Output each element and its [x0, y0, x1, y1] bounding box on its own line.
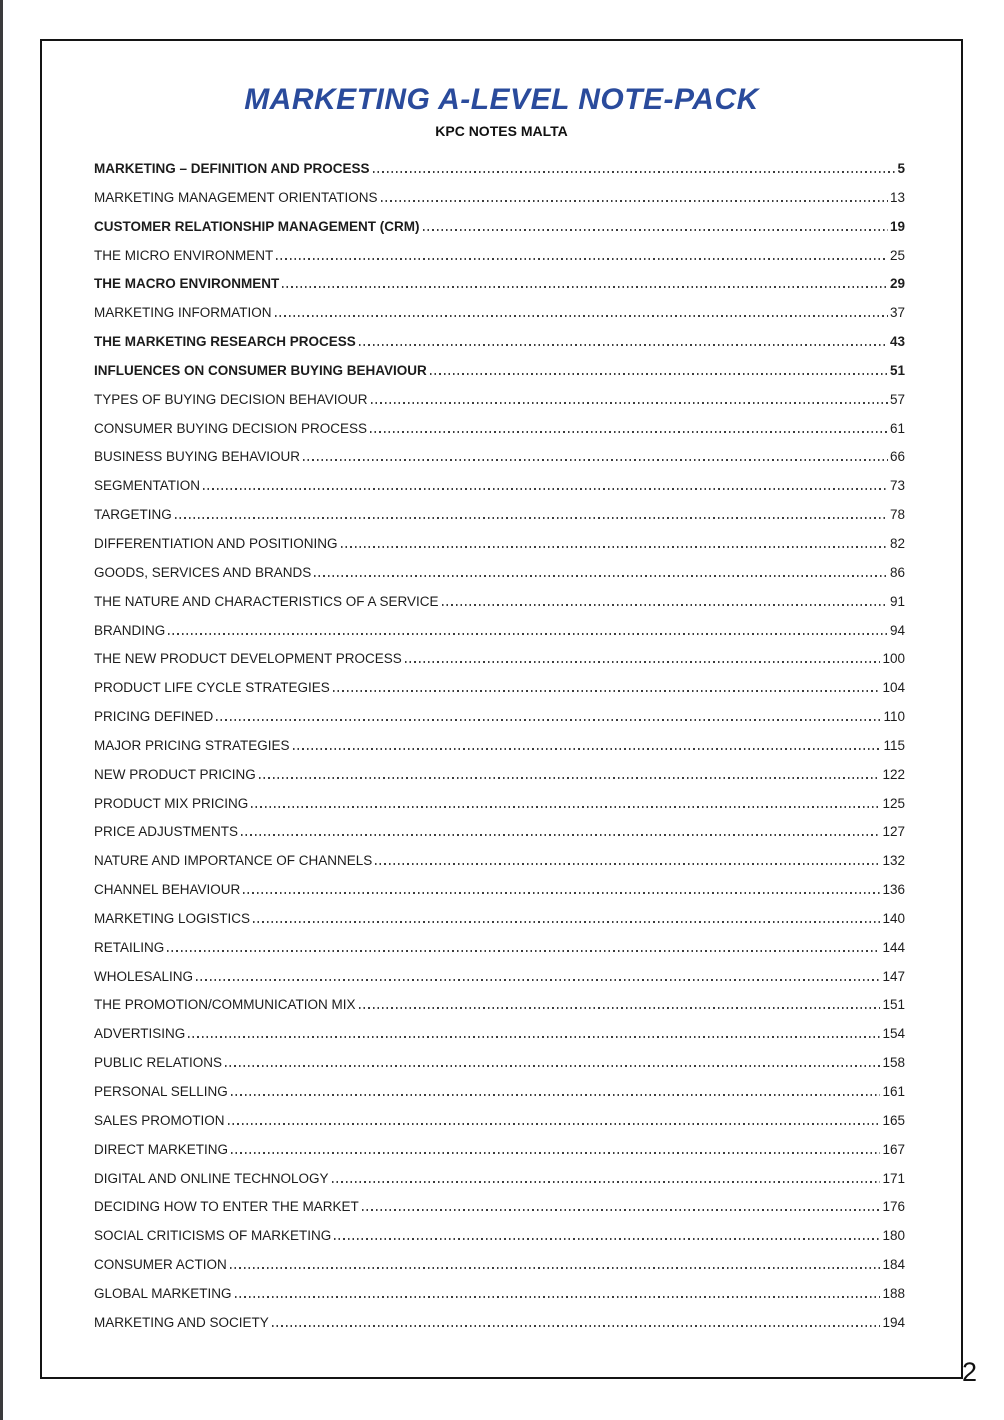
toc-entry-page: 51	[889, 362, 905, 378]
toc-leader-dots	[293, 748, 882, 750]
toc-entry-page: 127	[882, 824, 905, 840]
toc-entry-page: 43	[889, 334, 905, 350]
toc-entry	[94, 181, 905, 210]
toc-entry-label: MARKETING AND SOCIETY	[94, 1314, 269, 1330]
toc-entry-label: GOODS, SERVICES AND BRANDS	[94, 564, 312, 580]
doc-title: MARKETING A-LEVEL NOTE-PACK	[244, 83, 759, 116]
toc-entry-label: INFLUENCES ON CONSUMER BUYING BEHAVIOUR	[94, 362, 427, 378]
toc-entry-label: CHANNEL BEHAVIOUR	[94, 882, 241, 898]
toc-leader-dots	[430, 373, 888, 375]
toc-entry-page: 158	[882, 1055, 905, 1071]
toc-entry	[94, 469, 905, 498]
toc-entry	[94, 700, 905, 729]
toc-entry	[94, 960, 905, 989]
toc-entry	[94, 267, 905, 296]
toc-entry	[94, 383, 905, 412]
toc-entry-label: THE PROMOTION/COMMUNICATION MIX	[94, 997, 356, 1013]
toc-leader-dots	[231, 1152, 880, 1154]
toc-entry	[94, 729, 905, 758]
toc-entry	[94, 585, 905, 614]
toc-leader-dots	[188, 1036, 880, 1038]
toc-entry	[94, 1133, 905, 1162]
toc-entry-page: 13	[889, 189, 905, 205]
toc-entry-page: 132	[882, 853, 905, 869]
toc-entry-label: THE MACRO ENVIRONMENT	[94, 276, 280, 292]
toc-entry	[94, 642, 905, 671]
toc-entry-page: 122	[882, 766, 905, 782]
toc-entry-page: 57	[889, 391, 905, 407]
toc-entry-page: 91	[889, 593, 905, 609]
toc-leader-dots	[225, 1065, 880, 1067]
toc-leader-dots	[381, 200, 888, 202]
toc-leader-dots	[235, 1296, 881, 1298]
toc-entry-page: 82	[889, 535, 905, 551]
toc-entry-page: 125	[882, 795, 905, 811]
toc-entry-label: DECIDING HOW TO ENTER THE MARKET	[94, 1199, 359, 1215]
toc-entry-page: 180	[882, 1228, 905, 1244]
toc-entry-page: 154	[882, 1026, 905, 1042]
toc-leader-dots	[334, 1238, 880, 1240]
toc-entry-page: 144	[882, 939, 905, 955]
toc-entry	[94, 498, 905, 527]
toc-leader-dots	[230, 1267, 881, 1269]
toc-entry	[94, 152, 905, 181]
toc-entry-page: 66	[889, 449, 905, 465]
toc-entry	[94, 440, 905, 469]
toc-entry-label: PRICING DEFINED	[94, 709, 214, 725]
toc-entry-page: 94	[889, 622, 905, 638]
toc-entry	[94, 1104, 905, 1133]
toc-entry	[94, 1017, 905, 1046]
toc-entry	[94, 671, 905, 700]
toc-entry	[94, 988, 905, 1017]
toc-entry-label: MARKETING MANAGEMENT ORIENTATIONS	[94, 189, 378, 205]
doc-subtitle: KPC NOTES MALTA	[435, 123, 568, 139]
toc-entry-page: 61	[889, 420, 905, 436]
toc-leader-dots	[359, 1007, 881, 1009]
document-page-border	[40, 39, 963, 1379]
toc-entry-label: PRODUCT LIFE CYCLE STRATEGIES	[94, 680, 330, 696]
toc-leader-dots	[251, 806, 880, 808]
toc-entry	[94, 296, 905, 325]
toc-entry-page: 5	[897, 161, 905, 176]
toc-entry-page: 110	[883, 709, 905, 725]
toc-entry-page: 104	[882, 680, 905, 696]
toc-leader-dots	[282, 286, 888, 288]
toc-entry	[94, 210, 905, 239]
toc-entry	[94, 1277, 905, 1306]
toc-entry-label: ADVERTISING	[94, 1026, 186, 1042]
toc-entry-label: RETAILING	[94, 939, 165, 955]
toc-entry-label: MARKETING INFORMATION	[94, 305, 272, 321]
toc-leader-dots	[203, 488, 888, 490]
toc-entry	[94, 325, 905, 354]
toc-entry	[94, 931, 905, 960]
toc-entry-label: MARKETING – DEFINITION AND PROCESS	[94, 161, 370, 176]
toc-entry-page: 171	[882, 1170, 905, 1186]
toc-entry-label: CUSTOMER RELATIONSHIP MANAGEMENT (CRM)	[94, 218, 420, 234]
toc-entry-label: BUSINESS BUYING BEHAVIOUR	[94, 449, 301, 465]
toc-leader-dots	[259, 777, 881, 779]
toc-entry	[94, 758, 905, 787]
scan-edge-line	[0, 0, 3, 1420]
toc-entry-label: PRICE ADJUSTMENTS	[94, 824, 239, 840]
toc-entry	[94, 527, 905, 556]
toc-entry-label: CONSUMER BUYING DECISION PROCESS	[94, 420, 368, 436]
toc-entry	[94, 412, 905, 441]
toc-entry-page: 136	[882, 882, 905, 898]
toc-leader-dots	[196, 979, 880, 981]
toc-entry-label: MAJOR PRICING STRATEGIES	[94, 737, 290, 753]
toc-entry-label: THE NATURE AND CHARACTERISTICS OF A SERVICE	[94, 593, 439, 609]
toc-entry-label: SEGMENTATION	[94, 478, 201, 494]
toc-leader-dots	[168, 633, 888, 635]
toc-leader-dots	[405, 661, 881, 663]
toc-leader-dots	[370, 431, 888, 433]
toc-leader-dots	[272, 1325, 881, 1327]
toc-entry-page: 176	[882, 1199, 905, 1215]
page-number: 2	[962, 1357, 978, 1387]
toc-entry	[94, 1075, 905, 1104]
toc-leader-dots	[275, 315, 888, 317]
toc-leader-dots	[371, 402, 888, 404]
toc-entry-label: THE MARKETING RESEARCH PROCESS	[94, 334, 356, 350]
toc-entry-label: SOCIAL CRITICISMS OF MARKETING	[94, 1228, 332, 1244]
toc-entry-page: 151	[882, 997, 905, 1013]
toc-entry-page: 161	[882, 1084, 905, 1099]
toc-entry-label: THE MICRO ENVIRONMENT	[94, 247, 274, 263]
toc-entry-page: 100	[882, 651, 905, 667]
toc-entry	[94, 1248, 905, 1277]
toc-entry-page: 165	[882, 1112, 905, 1128]
toc-leader-dots	[216, 719, 881, 721]
toc-entry	[94, 1046, 905, 1075]
toc-leader-dots	[276, 258, 888, 260]
toc-leader-dots	[167, 950, 880, 952]
toc-leader-dots	[314, 575, 888, 577]
toc-entry-page: 167	[882, 1141, 905, 1157]
toc-entry-page: 78	[889, 507, 905, 523]
toc-entry	[94, 1162, 905, 1191]
toc-entry-label: TARGETING	[94, 507, 172, 523]
toc-entry	[94, 815, 905, 844]
toc-entry-label: MARKETING LOGISTICS	[94, 910, 251, 926]
toc-entry	[94, 1306, 905, 1335]
toc-entry-label: BRANDING	[94, 622, 166, 638]
toc-entry	[94, 354, 905, 383]
toc-entry-page: 188	[882, 1285, 905, 1301]
toc-entry-label: NEW PRODUCT PRICING	[94, 766, 256, 782]
toc-entry-label: THE NEW PRODUCT DEVELOPMENT PROCESS	[94, 651, 402, 667]
toc-entry-label: GLOBAL MARKETING	[94, 1285, 232, 1301]
toc-leader-dots	[359, 344, 888, 346]
toc-leader-dots	[341, 546, 888, 548]
toc-entry-page: 29	[889, 276, 905, 292]
toc-entry-label: NATURE AND IMPORTANCE OF CHANNELS	[94, 853, 373, 869]
toc-entry-label: CONSUMER ACTION	[94, 1257, 227, 1273]
toc-entry-label: PERSONAL SELLING	[94, 1084, 228, 1099]
toc-entry-page: 147	[882, 968, 905, 984]
toc-entry-label: DIRECT MARKETING	[94, 1141, 229, 1157]
toc-entry-page: 184	[882, 1257, 905, 1273]
toc-entry	[94, 614, 905, 643]
toc-entry	[94, 787, 905, 816]
toc-entry	[94, 1219, 905, 1248]
toc-leader-dots	[175, 517, 888, 519]
toc-entry	[94, 1190, 905, 1219]
toc-leader-dots	[423, 229, 888, 231]
toc-entry-page: 86	[889, 564, 905, 580]
toc-entry-page: 140	[882, 910, 905, 926]
toc-leader-dots	[253, 921, 880, 923]
toc-entry-label: WHOLESALING	[94, 968, 194, 984]
toc-entry-label: SALES PROMOTION	[94, 1112, 225, 1128]
toc-entry	[94, 556, 905, 585]
toc-leader-dots	[333, 690, 881, 692]
toc-entry-label: PRODUCT MIX PRICING	[94, 795, 249, 811]
toc-list	[94, 152, 905, 1335]
toc-leader-dots	[243, 892, 880, 894]
toc-leader-dots	[373, 171, 896, 173]
toc-entry-label: DIGITAL AND ONLINE TECHNOLOGY	[94, 1170, 329, 1186]
toc-entry	[94, 902, 905, 931]
toc-entry-page: 37	[889, 305, 905, 321]
toc-entry	[94, 873, 905, 902]
toc-leader-dots	[362, 1209, 881, 1211]
toc-leader-dots	[303, 459, 888, 461]
toc-entry	[94, 844, 905, 873]
toc-entry-page: 194	[882, 1314, 905, 1330]
toc-leader-dots	[231, 1094, 881, 1096]
toc-entry-page: 115	[883, 737, 905, 753]
toc-leader-dots	[228, 1123, 881, 1125]
toc-entry-page: 73	[889, 478, 905, 494]
toc-leader-dots	[332, 1181, 881, 1183]
toc-entry-page: 25	[889, 247, 905, 263]
toc-entry-page: 19	[889, 218, 905, 234]
toc-entry-label: DIFFERENTIATION AND POSITIONING	[94, 535, 338, 551]
toc-entry	[94, 239, 905, 268]
toc-entry-label: TYPES OF BUYING DECISION BEHAVIOUR	[94, 391, 368, 407]
toc-entry-label: PUBLIC RELATIONS	[94, 1055, 223, 1071]
toc-leader-dots	[375, 863, 880, 865]
toc-leader-dots	[442, 604, 888, 606]
toc-leader-dots	[241, 834, 880, 836]
